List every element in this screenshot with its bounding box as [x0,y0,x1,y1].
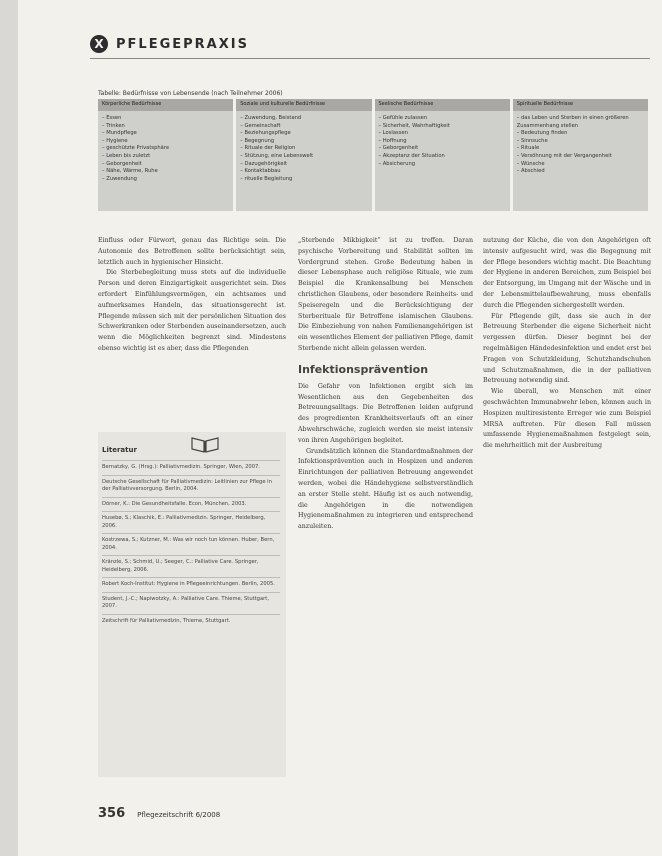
table-item: – Bedeutung finden [517,130,644,138]
table-column-header: Körperliche Bedürfnisse [98,99,233,111]
table-column-header: Soziale und kulturelle Bedürfnisse [236,99,371,111]
paragraph: Wie überall, wo Menschen mit einer geschwächten Immunabwehr leben, können auch in Hospizen multiresistente Erreger wie zum Beispiel MRSA auftreten. Für diesen Fall müssen umfassende Hygienemaßnahmen festgelegt sein, die mehrheitlich mit der Ausbreitung [483,388,651,450]
paragraph: Grundsätzlich können die Standardmaßnahmen der Infektionsprävention auch in Hospizen und anderen Einrichtungen der palliativen Betreuung angewendet werden, wobei die Händehygiene selbstverständlich an erster Stelle steht. Häufig ist es auch notwendig, die Angehörigen in die notwendigen Hygienemaßnahmen zu integrieren und entsprechend anzuleiten. [298,447,473,531]
table-item: – Geborgenheit [102,161,229,169]
table-item: – Rituale der Religion [240,145,367,153]
table-item: – Stützung, eine Lebenswelt [240,153,367,161]
paragraph: Einfluss oder Fürwort, genau das Richtige sein. Die Autonomie des Betroffenen sollte berücksichtigt sein, letztlich auch in hygienischer Hinsicht. [98,237,286,266]
table-item: – Hoffnung [379,138,506,146]
table-item: – Kontaktabbau [240,168,367,176]
header-rule [90,58,650,59]
needs-table [98,99,648,211]
paragraph: nutzung der Küche, die von den Angehörigen oft intensiv aufgesucht wird, was die Begegnung mit der Pflege besonders wichtig macht. Die Beachtung der Hygiene in anderen Bereichen, zum Beispiel bei der Entsorgung, im Umgang mit der Wäsche und in der Lebensmittelaufbewahrung, muss ebenfalls durch die Pflegenden sichergestellt werden. [483,237,651,309]
publication-name: Pflegezeitschrift 6/2008 [137,811,221,819]
table-item: – Dazugehörigkeit [240,161,367,169]
open-book-icon [190,432,220,454]
text-column-3 [483,236,651,452]
table-item: – Beziehungspflege [240,130,367,138]
section-header [90,32,650,56]
literature-entry: Student, J.-C.; Napiwotzky, A.: Palliative Care. Thieme, Stuttgart, 2007. [102,592,280,614]
section-heading-infektionspraevention: Infektionsprävention [298,362,429,376]
section-title: PFLEGEPRAXIS [116,36,249,52]
table-item: – Nähe, Wärme, Ruhe [102,168,229,176]
page-footer [98,806,220,821]
table-item: – Sinnsuche [517,138,644,146]
x-badge-icon: X [90,35,108,53]
page [18,0,662,856]
paragraph: Für Pflegende gilt, dass sie auch in der Betreuung Sterbender die eigene Sicherheit nicht vergessen dürfen. Dieser beginnt bei der regelmäßigen Händedesinfektion und endet erst bei Fragen von Schutzkleidung, Schutzhandschuhen und Schutzmaßnahmen, die in der palliativen Betreuung notwendig sind. [483,312,651,385]
text-column-1 [98,236,286,355]
table-item: – Abschied [517,168,644,176]
literature-entry: Robert Koch-Institut: Hygiene in Pflegeeinrichtungen. Berlin, 2005. [102,577,280,592]
table-item: – Gefühle zulassen [379,115,506,123]
literature-box [98,432,286,777]
table-column [98,99,233,211]
table-item: – Begegnung [240,138,367,146]
table-item: – Absicherung [379,161,506,169]
literature-title: Literatur [102,446,137,454]
table-item: – Rituale [517,145,644,153]
table-item: – Sicherheit, Wahrhaftigkeit [379,123,506,131]
table-item: – Loslassen [379,130,506,138]
table-item: – Hygiene [102,138,229,146]
literature-entry: Dörner, K.: Die Gesundheitsfalle. Econ, München, 2003. [102,497,280,512]
table-item: – das Leben und Sterben in einen größeren Zusammenhang stellen [517,115,644,130]
literature-list [102,460,280,628]
page-number: 356 [98,806,126,821]
literature-entry: Zeitschrift für Palliativmedizin, Thieme, Stuttgart. [102,614,280,629]
table-item: – Zuwendung, Beistand [240,115,367,123]
table-item: – Essen [102,115,229,123]
paragraph: Die Gefahr von Infektionen ergibt sich im Wesentlichen aus den Gegebenheiten des Betreuungsalltags. Die Betroffenen leiden aufgrund des progredienten Krankheitsverlaufs oft an einer Abwehrschwäche, zugleich werden sie meist intensiv von ihren Angehörigen begleitet. [298,382,473,444]
table-item: – Geborgenheit [379,145,506,153]
table-item: – Trinken [102,123,229,131]
table-column-header: Seelische Bedürfnisse [375,99,510,111]
table-item: – Gemeinschaft [240,123,367,131]
paragraph: Die Sterbebegleitung muss stets auf die individuelle Person und deren Einzigartigkeit ausgerichtet sein. Dies erfordert Einfühlungsvermögen, ein achtsames und aufmerksames Handeln, das situationsgerecht ist. Pflegende müssen sich mit der persönlichen Situation des Schwerkranken oder Sterbenden auseinandersetzen, auch wenn die Möglichkeiten begrenzt sind. Mindestens ebenso wichtig ist es aber, dass die Pflegenden [98,269,286,352]
paragraph: „Sterbende Mikbigkeit“ ist zu treffen. Daran psychische Vorbereitung und Stabilität sollten im Vordergrund stehen. Große Bedeutung haben in dieser Lebensphase auch religiöse Rituale, wie zum Beispiel die Krankensalbung bei Menschen christlichen Glaubens, oder besondere Reinheits- und Speiseregeln und die Berücksichtigung der Sterberituale für Betroffene islamischen Glaubens. Die Einbeziehung von nahen Familienangehörigen ist ein wesentliches Element der palliativen Pflege, damit Sterbende nicht allein gelassen werden. [298,237,473,352]
table-item: – Zuwendung [102,176,229,184]
table-item: – Wünsche [517,161,644,169]
table-item: – Versöhnung mit der Vergangenheit [517,153,644,161]
literature-entry: Bernatzky, G. (Hrsg.): Palliativmedizin. Springer, Wien, 2007. [102,460,280,475]
table-column [513,99,648,211]
table-column-header: Spirituelle Bedürfnisse [513,99,648,111]
table-column [236,99,371,211]
table-item: – Mundpflege [102,130,229,138]
literature-entry: Kostrzewa, S.; Kutzner, M.: Was wir noch tun können. Huber, Bern, 2004. [102,533,280,555]
table-item: – geschützte Privatsphäre [102,145,229,153]
literature-entry: Kränzle, S.; Schmid, U.; Seeger, C.: Palliative Care. Springer, Heidelberg, 2006. [102,555,280,577]
table-item: – Leben bis zuletzt [102,153,229,161]
text-column-2 [298,236,473,533]
table-column [375,99,510,211]
table-item: – Akzeptanz der Situation [379,153,506,161]
table-caption: Tabelle: Bedürfnisse von Lebensende (nach Teilnehmer 2006) [98,90,283,97]
table-item: – rituelle Begleitung [240,176,367,184]
literature-entry: Deutsche Gesellschaft für Palliativmedizin: Leitlinien zur Pflege in der Palliativversorgung. Berlin, 2004. [102,475,280,497]
literature-entry: Husebø, S.; Klaschik, E.: Palliativmedizin. Springer, Heidelberg, 2006. [102,511,280,533]
